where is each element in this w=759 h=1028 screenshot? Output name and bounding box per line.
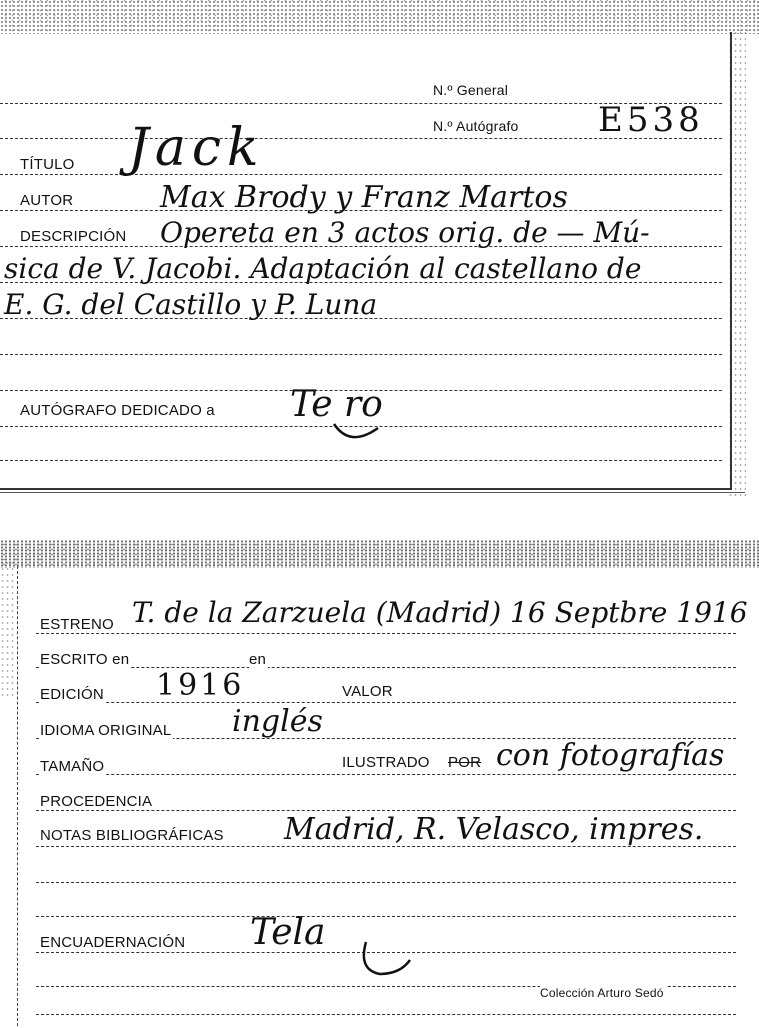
ilustrado-por-label-struck: POR <box>448 754 482 771</box>
ruled-line <box>0 460 722 461</box>
descripcion-line-3: E. G. del Castillo y P. Luna <box>4 288 378 321</box>
notas-bibliograficas-label: NOTAS BIBLIOGRÁFICAS <box>40 827 224 844</box>
ruled-line <box>36 633 736 634</box>
coleccion-label: Colección Arturo Sedó <box>540 986 664 1000</box>
valor-label: VALOR <box>342 683 393 700</box>
ruled-line <box>36 667 736 668</box>
autor-label: AUTOR <box>20 192 74 209</box>
ruled-line <box>36 882 736 883</box>
edicion-label: EDICIÓN <box>40 686 104 703</box>
handwritten-flourish <box>330 418 390 448</box>
scan-speckle-edge <box>0 560 16 700</box>
scan-speckle-edge <box>0 0 759 34</box>
ruled-line <box>0 174 722 175</box>
estreno-value: T. de la Zarzuela (Madrid) 16 Septbre 1916 <box>132 596 748 629</box>
encuadernacion-label: ENCUADERNACIÓN <box>40 934 186 951</box>
card-bottom-edge <box>0 492 745 493</box>
notas-bibliograficas-value: Madrid, R. Velasco, impres. <box>284 812 704 847</box>
autor-value: Max Brody y Franz Martos <box>160 180 568 215</box>
edicion-value: 1916 <box>156 668 245 703</box>
top-index-card <box>0 0 759 500</box>
titulo-label: TÍTULO <box>20 156 75 173</box>
scan-speckle-edge <box>0 540 759 568</box>
descripcion-label: DESCRIPCIÓN <box>20 228 127 245</box>
ilustrado-label: ILUSTRADO <box>342 754 430 771</box>
descripcion-line-1: Opereta en 3 actos orig. de — Mú- <box>160 216 650 249</box>
encuadernacion-value: Tela <box>250 912 326 953</box>
handwritten-flourish <box>356 940 416 980</box>
ruled-line <box>36 810 736 811</box>
ilustrado-value: con fotografías <box>496 738 725 773</box>
numero-autografo-label: N.º Autógrafo <box>433 118 519 134</box>
ruled-line <box>36 1014 736 1015</box>
ruled-line <box>36 702 736 703</box>
procedencia-label: PROCEDENCIA <box>40 793 153 810</box>
escrito-en-label: en <box>249 651 267 668</box>
estreno-label: ESTRENO <box>40 616 114 633</box>
idioma-original-value: inglés <box>232 704 323 739</box>
descripcion-line-2: sica de V. Jacobi. Adaptación al castellano de <box>4 252 642 285</box>
numero-autografo-value: E538 <box>598 100 704 140</box>
autografo-dedicado-label: AUTÓGRAFO DEDICADO a <box>20 402 215 419</box>
ruled-line <box>36 774 736 775</box>
autografo-dedicado-value: Te ro <box>290 384 383 425</box>
numero-general-label: N.º General <box>433 82 509 98</box>
ruled-line <box>0 354 722 355</box>
escrito-label: ESCRITO en <box>40 651 130 668</box>
tamano-label: TAMAÑO <box>40 758 105 775</box>
ruled-line <box>36 916 736 917</box>
idioma-original-label: IDIOMA ORIGINAL <box>40 722 172 739</box>
titulo-value: Jack <box>128 118 265 178</box>
